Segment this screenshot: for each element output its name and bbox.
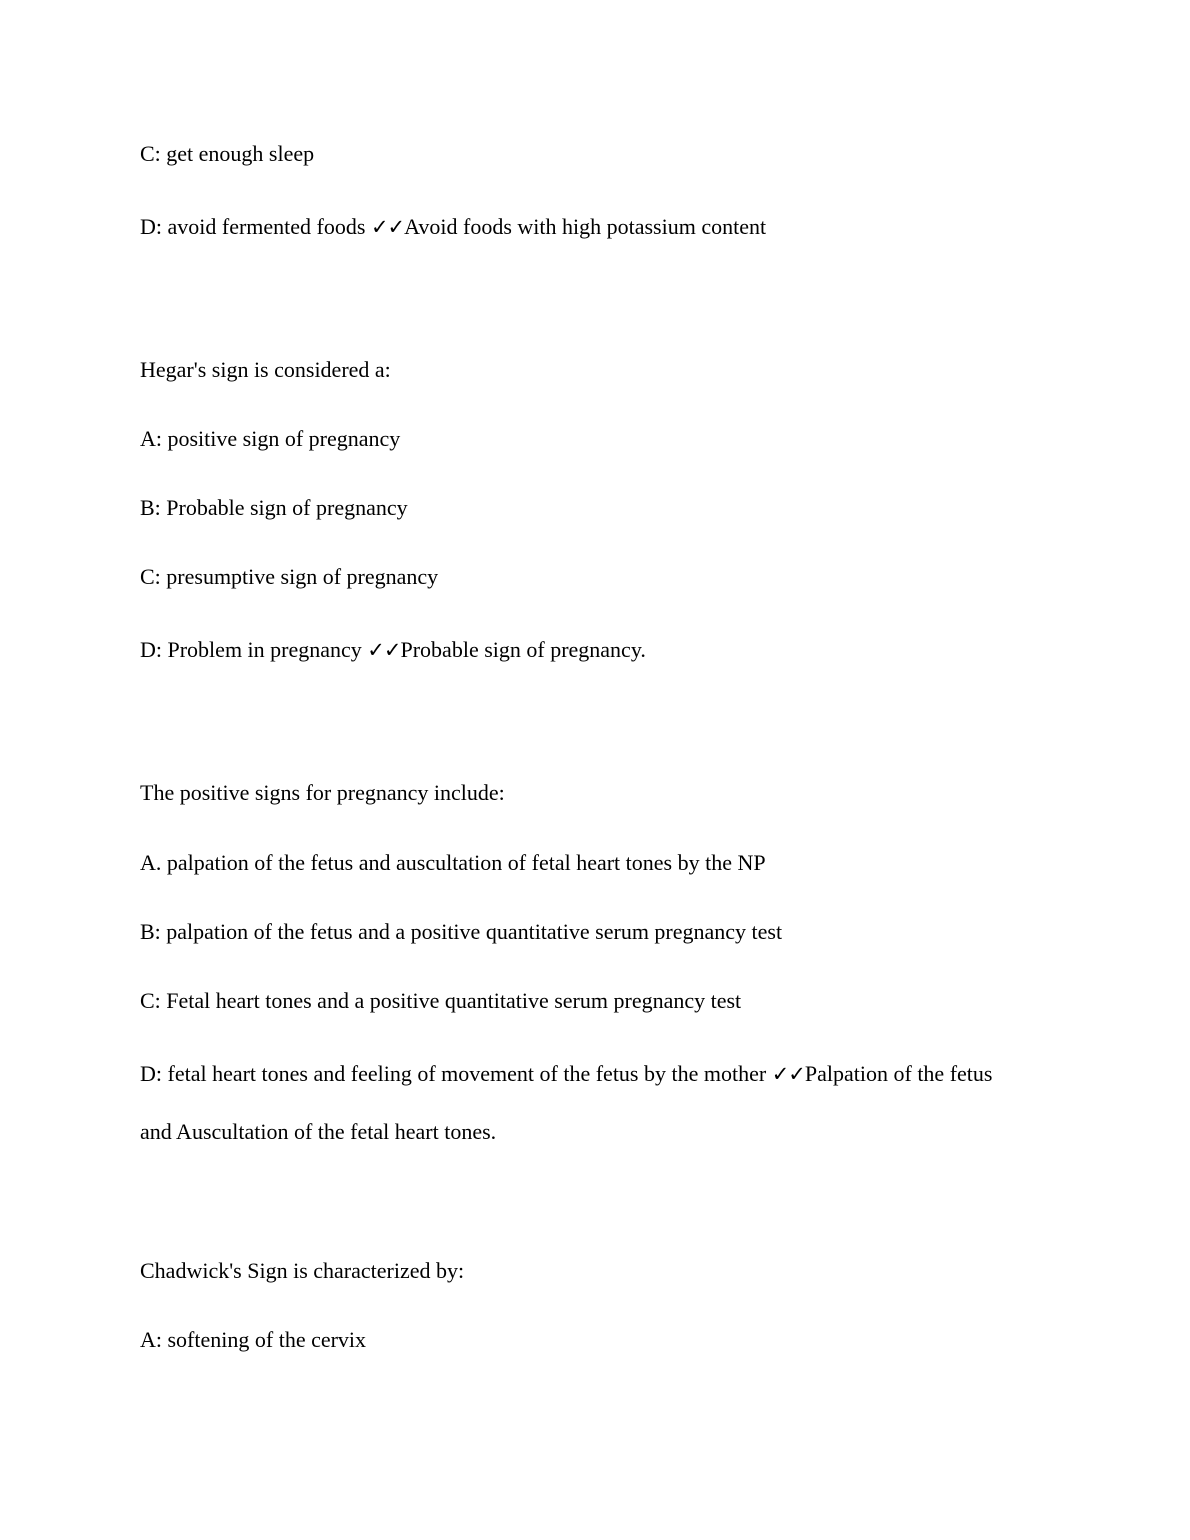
q2-option-b-text: B: Probable sign of pregnancy <box>140 495 408 520</box>
q2-option-d-text: D: Problem in pregnancy <box>140 637 368 662</box>
q3-option-d <box>140 1061 992 1087</box>
q1-option-d <box>140 214 766 240</box>
q2-option-c <box>140 564 438 590</box>
double-check-icon: ✓✓ <box>367 638 401 662</box>
q3-question-text: The positive signs for pregnancy include: <box>140 780 505 805</box>
double-check-icon: ✓✓ <box>771 1062 805 1086</box>
q1-option-c-text: C: get enough sleep <box>140 141 315 166</box>
q3-answer-cont-text: and Auscultation of the fetal heart tones. <box>140 1119 497 1144</box>
q2-answer-text: Probable sign of pregnancy. <box>400 637 646 662</box>
double-check-icon: ✓✓ <box>370 215 405 239</box>
q4-question <box>140 1258 464 1284</box>
q3-option-d-text: D: fetal heart tones and feeling of movement of the fetus by the mother <box>140 1061 772 1086</box>
q3-option-a <box>140 850 766 876</box>
q2-option-d <box>140 637 646 663</box>
q1-option-d-text: D: avoid fermented foods <box>140 214 371 239</box>
q4-option-a-text: A: softening of the cervix <box>140 1327 367 1352</box>
q1-answer-text: Avoid foods with high potassium content <box>404 214 767 239</box>
q2-option-a-text: A: positive sign of pregnancy <box>140 426 401 451</box>
q2-question <box>140 357 391 383</box>
q3-option-b-text: B: palpation of the fetus and a positive quantitative serum pregnancy test <box>140 919 783 944</box>
q3-option-b <box>140 919 782 945</box>
q1-option-c <box>140 141 314 167</box>
q3-option-c-text: C: Fetal heart tones and a positive quantitative serum pregnancy test <box>140 988 742 1013</box>
q2-option-c-text: C: presumptive sign of pregnancy <box>140 564 439 589</box>
q2-option-b <box>140 495 408 521</box>
q3-option-c <box>140 988 741 1014</box>
q2-option-a <box>140 426 400 452</box>
q3-question <box>140 780 505 806</box>
q4-option-a <box>140 1327 366 1353</box>
q3-answer-continuation <box>140 1119 496 1145</box>
q2-question-text: Hegar's sign is considered a: <box>140 357 391 382</box>
q3-answer-text: Palpation of the fetus <box>804 1061 993 1086</box>
q4-question-text: Chadwick's Sign is characterized by: <box>140 1258 465 1283</box>
q3-option-a-text: A. palpation of the fetus and auscultation of fetal heart tones by the NP <box>140 850 766 875</box>
